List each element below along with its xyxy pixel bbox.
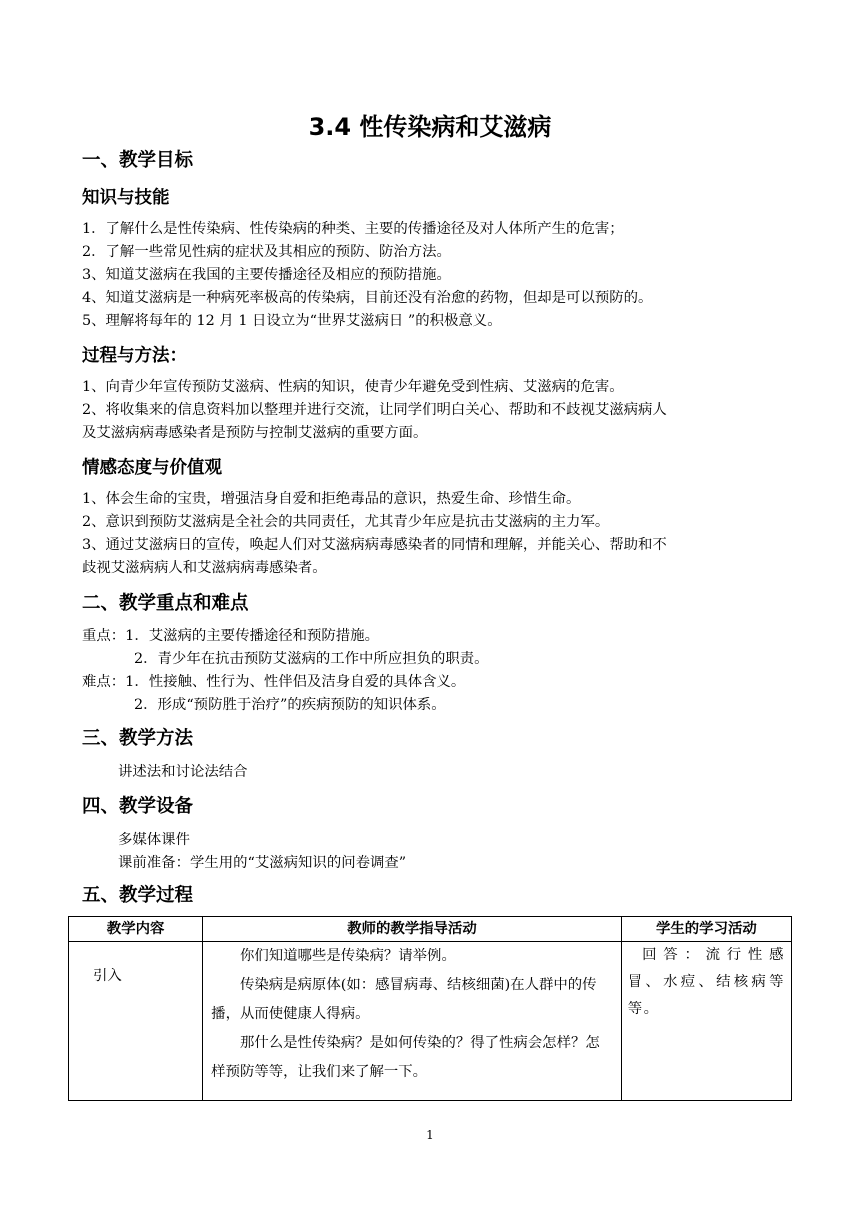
process-item: 1、向青少年宣传预防艾滋病、性病的知识，使青少年避免受到性病、艾滋病的危害。 xyxy=(82,379,624,395)
equipment-line: 多媒体课件 xyxy=(118,832,190,848)
subheading-emotion: 情感态度与价值观 xyxy=(82,458,222,478)
table-header-row xyxy=(69,917,792,942)
teacher-cell xyxy=(203,942,622,1101)
knowledge-item: 4、知道艾滋病是一种病死率极高的传染病，目前还没有治愈的药物，但却是可以预防的。 xyxy=(82,290,653,306)
equipment-line: 课前准备：学生用的“艾滋病知识的问卷调查” xyxy=(118,855,407,871)
teaching-process-table xyxy=(68,916,792,1101)
difficult-point: 2．形成“预防胜于治疗”的疾病预防的知识体系。 xyxy=(134,697,446,713)
key-point: 重点：1．艾滋病的主要传播途径和预防措施。 xyxy=(82,628,379,644)
student-cell xyxy=(621,942,791,1101)
content-cell xyxy=(69,942,203,1101)
key-point: 2．青少年在抗击预防艾滋病的工作中所应担负的职责。 xyxy=(134,651,489,667)
page-title: 3.4 性传染病和艾滋病 xyxy=(308,113,552,141)
content-text: 引入 xyxy=(93,968,122,984)
section-heading-process: 五、教学过程 xyxy=(82,885,194,906)
table-row xyxy=(69,942,792,1101)
emotion-item: 2、意识到预防艾滋病是全社会的共同责任，尤其青少年应是抗击艾滋病的主力军。 xyxy=(82,514,610,530)
knowledge-item: 3、知道艾滋病在我国的主要传播途径及相应的预防措施。 xyxy=(82,267,451,283)
section-heading-methods: 三、教学方法 xyxy=(82,728,194,749)
methods-text: 讲述法和讨论法结合 xyxy=(118,764,248,780)
section-heading-equipment: 四、教学设备 xyxy=(82,796,194,817)
section-heading-key-points: 二、教学重点和难点 xyxy=(82,593,249,614)
teacher-paragraph: 传染病是病原体(如：感冒病毒、结核细菌)在人群中的传播，从而使健康人得病。 xyxy=(211,977,597,1022)
knowledge-item: 2．了解一些常见性病的症状及其相应的预防、防治方法。 xyxy=(82,244,451,260)
column-header: 学生的学习活动 xyxy=(621,917,791,942)
column-header: 教师的教学指导活动 xyxy=(203,917,622,942)
section-heading-objectives: 一、教学目标 xyxy=(82,150,194,171)
process-item: 2、将收集来的信息资料加以整理并进行交流，让同学们明白关心、帮助和不歧视艾滋病病人 xyxy=(82,402,667,418)
knowledge-item: 1．了解什么是性传染病、性传染病的种类、主要的传播途径及对人体所产生的危害； xyxy=(82,221,624,237)
emotion-item: 歧视艾滋病病人和艾滋病病毒感染者。 xyxy=(82,560,327,576)
emotion-item: 3、通过艾滋病日的宣传，唤起人们对艾滋病病毒感染者的同情和理解，并能关心、帮助和不 xyxy=(82,537,667,553)
difficult-point: 难点：1．性接触、性行为、性伴侣及洁身自爱的具体含义。 xyxy=(82,674,466,690)
knowledge-item: 5、理解将每年的 12 月 1 日设立为“世界艾滋病日 ”的积极意义。 xyxy=(82,313,502,329)
teacher-paragraph: 你们知道哪些是传染病？请举例。 xyxy=(239,948,456,964)
student-text: 回答：流行性感冒、水痘、结核病等等。 xyxy=(627,947,785,1017)
column-header: 教学内容 xyxy=(69,917,203,942)
subheading-knowledge: 知识与技能 xyxy=(82,188,170,208)
page-number: 1 xyxy=(426,1128,434,1142)
subheading-process: 过程与方法： xyxy=(82,346,187,366)
teacher-paragraph: 那什么是性传染病？是如何传染的？得了性病会怎样？怎样预防等等，让我们来了解一下。 xyxy=(211,1035,600,1080)
emotion-item: 1、体会生命的宝贵，增强洁身自爱和拒绝毒品的意识，热爱生命、珍惜生命。 xyxy=(82,491,581,507)
process-item: 及艾滋病病毒感染者是预防与控制艾滋病的重要方面。 xyxy=(82,425,428,441)
